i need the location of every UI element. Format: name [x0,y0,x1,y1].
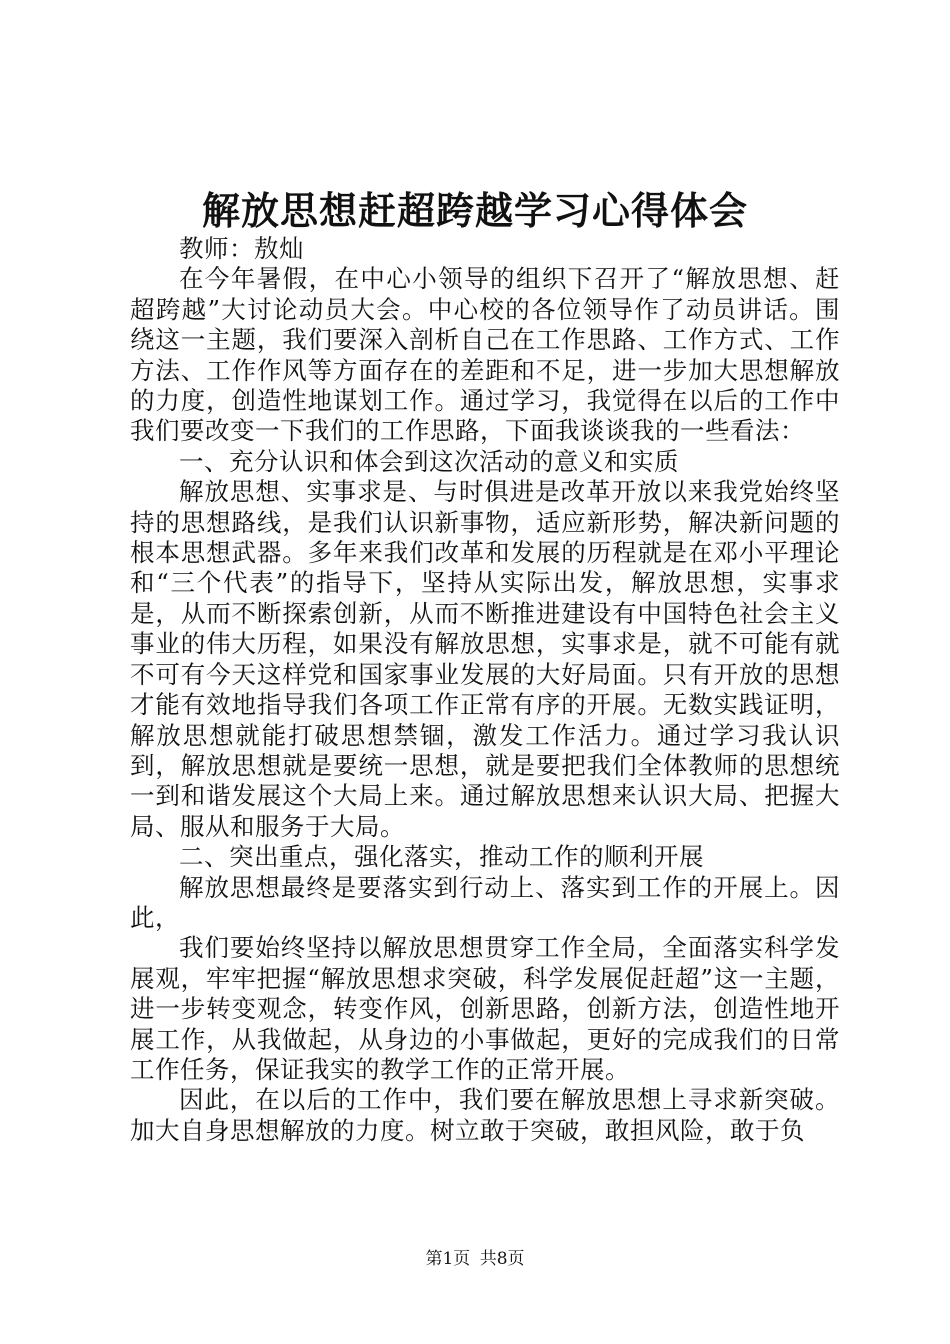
section-heading: 二、突出重点，强化落实，推动工作的顺利开展 [179,842,704,872]
document-title: 解放思想赶超跨越学习心得体会 [201,188,748,233]
paragraph: 在今年暑假，在中心小领导的组织下召开了“解放思想、赶超跨越”大讨论动员大会。中心校的各位领导作了动员讲话。围绕这一主题，我们要深入剖析自己在工作思路、工作方式、工作方法、工作作风等方面存在的差距和不足，进一步加大思想解放的力度，创造性地谋划工作。通过学习，我觉得在以后的工作中我们要改变一下我们的工作思路，下面我谈谈我的一些看法： [130,264,840,446]
paragraph: 解放思想、实事求是、与时俱进是改革开放以来我党始终坚持的思想路线，是我们认识新事物，适应新形势，解决新问题的根本思想武器。多年来我们改革和发展的历程就是在邓小平理论和“三个代表”的指导下，坚持从实际出发，解放思想，实事求是，从而不断探索创新，从而不断推进建设有中国特色社会主义事业的伟大历程，如果没有解放思想，实事求是，就不可能有就不可有今天这样党和国家事业发展的大好局面。只有开放的思想才能有效地指导我们各项工作正常有序的开展。无数实践证明，解放思想就能打破思想禁锢，激发工作活力。通过学习我认识到，解放思想就是要统一思想，就是要把我们全体教师的思想统一到和谐发展这个大局上来。通过解放思想来认识大局、把握大局、服从和服务于大局。 [130,477,840,841]
paragraph: 解放思想最终是要落实到行动上、落实到工作的开展上。因此， [130,872,840,932]
author-line: 教师：敖灿 [179,234,304,263]
page-footer [0,1244,950,1269]
page-total: 共8页 [479,1249,525,1269]
paragraph: 因此，在以后的工作中，我们要在解放思想上寻求新突破。加大自身思想解放的力度。树立敢于突破，敢担风险，敢于负 [130,1085,840,1145]
document-body [130,234,840,1146]
section-heading: 一、充分认识和体会到这次活动的意义和实质 [179,446,679,476]
paragraph: 我们要始终坚持以解放思想贯穿工作全局，全面落实科学发展观，牢牢把握“解放思想求突破，科学发展促赶超”这一主题，进一步转变观念，转变作风，创新思路，创新方法，创造性地开展工作，从我做起，从身边的小事做起，更好的完成我们的日常工作任务，保证我实的教学工作的正常开展。 [130,933,840,1084]
page-number: 第1页 [425,1249,471,1269]
